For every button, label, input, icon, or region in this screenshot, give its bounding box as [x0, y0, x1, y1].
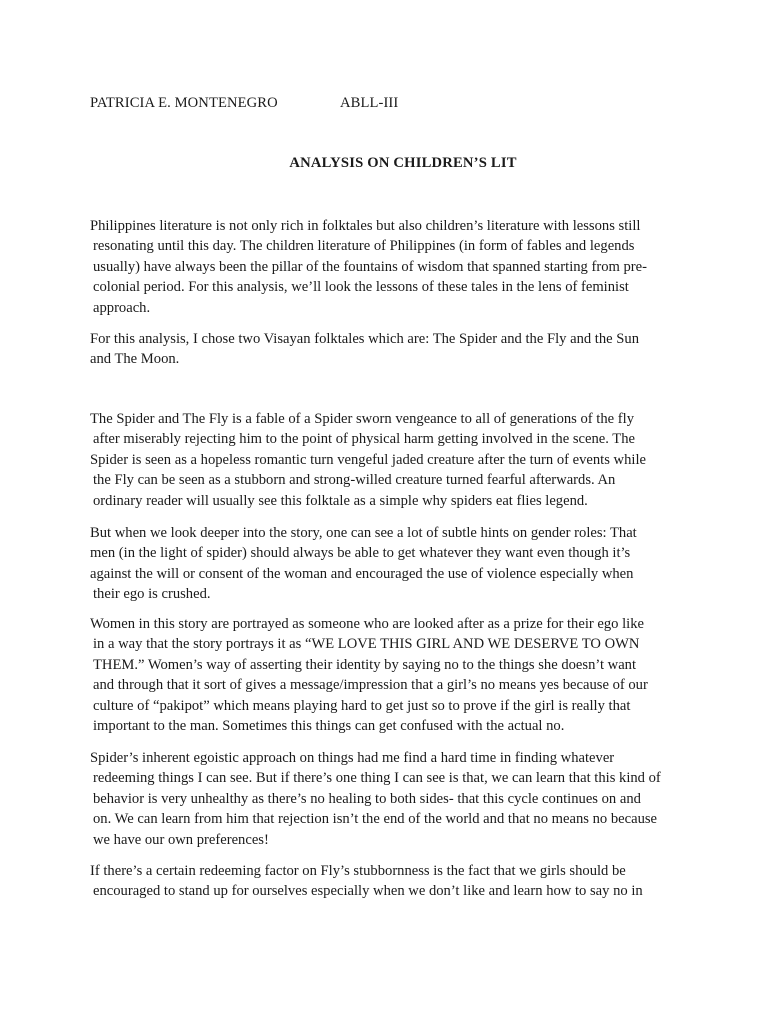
- text-line: resonating until this day. The children literature of Philippines (in form of fables and legends: [93, 238, 635, 255]
- text-line: behavior is very unhealthy as there’s no healing to both sides- that this cycle continues on and: [93, 790, 641, 807]
- text-line: Spider is seen as a hopeless romantic turn vengeful jaded creature after the turn of events while: [90, 451, 646, 468]
- text-line: men (in the light of spider) should always be able to get whatever they want even though it’s: [90, 545, 631, 562]
- text-line: For this analysis, I chose two Visayan folktales which are: The Spider and the Fly and the Sun: [90, 331, 639, 347]
- document-header: [90, 93, 399, 113]
- text-line: The Spider and The Fly is a fable of a Spider sworn vengeance to all of generations of the fly: [90, 411, 634, 427]
- text-line: in a way that the story portrays it as “WE LOVE THIS GIRL AND WE DESERVE TO OWN: [93, 636, 640, 653]
- text-line: Philippines literature is not only rich in folktales but also children’s literature with lessons still: [90, 218, 641, 234]
- course-code: ABLL-III: [340, 95, 399, 111]
- body-paragraph-1: [90, 216, 670, 318]
- text-line: important to the man. Sometimes this things can get confused with the actual no.: [93, 718, 565, 735]
- text-line: Women in this story are portrayed as someone who are looked after as a prize for their ego like: [90, 616, 644, 632]
- text-line: usually) have always been the pillar of the fountains of wisdom that spanned starting from pre-: [93, 258, 648, 275]
- author-name: PATRICIA E. MONTENEGRO: [90, 95, 278, 111]
- text-line: and through that it sort of gives a message/impression that a girl’s no means yes because of our: [93, 677, 648, 694]
- text-line: culture of “pakipot” which means playing hard to get just so to prove if the girl is really that: [93, 697, 631, 714]
- document-title: ANALYSIS ON CHILDREN’S LIT: [289, 155, 517, 171]
- body-paragraph-7: [90, 861, 670, 902]
- text-line: the Fly can be seen as a stubborn and strong-willed creature turned fearful afterwards. An: [93, 472, 616, 489]
- text-line: encouraged to stand up for ourselves especially when we don’t like and learn how to say no in: [93, 883, 643, 900]
- text-line: and The Moon.: [90, 351, 180, 368]
- body-paragraph-6: [90, 748, 670, 850]
- text-line: against the will or consent of the woman and encouraged the use of violence especially when: [90, 565, 634, 582]
- text-line: ordinary reader will usually see this folktale as a simple why spiders eat flies legend.: [93, 492, 588, 509]
- text-line: But when we look deeper into the story, one can see a lot of subtle hints on gender roles: That: [90, 525, 637, 541]
- text-line: Spider’s inherent egoistic approach on things had me find a hard time in finding whatever: [90, 750, 615, 766]
- text-line: colonial period. For this analysis, we’ll look the lessons of these tales in the lens of feminist: [93, 279, 629, 296]
- text-line: their ego is crushed.: [93, 586, 211, 603]
- text-line: redeeming things I can see. But if there’s one thing I can see is that, we can learn that this kind of: [93, 770, 661, 787]
- body-paragraph-3: [90, 409, 670, 511]
- body-paragraph-4: [90, 523, 670, 605]
- text-line: approach.: [93, 299, 151, 316]
- text-line: THEM.” Women’s way of asserting their identity by saying no to the things she doesn’t want: [93, 656, 637, 673]
- body-paragraph-5: [90, 614, 670, 736]
- text-line: If there’s a certain redeeming factor on Fly’s stubbornness is the fact that we girls should be: [90, 863, 626, 879]
- text-line: we have our own preferences!: [93, 831, 269, 848]
- text-line: on. We can learn from him that rejection isn’t the end of the world and that no means no because: [93, 811, 658, 828]
- body-paragraph-2: [90, 329, 670, 370]
- text-line: after miserably rejecting him to the point of physical harm getting involved in the scene. The: [93, 431, 635, 448]
